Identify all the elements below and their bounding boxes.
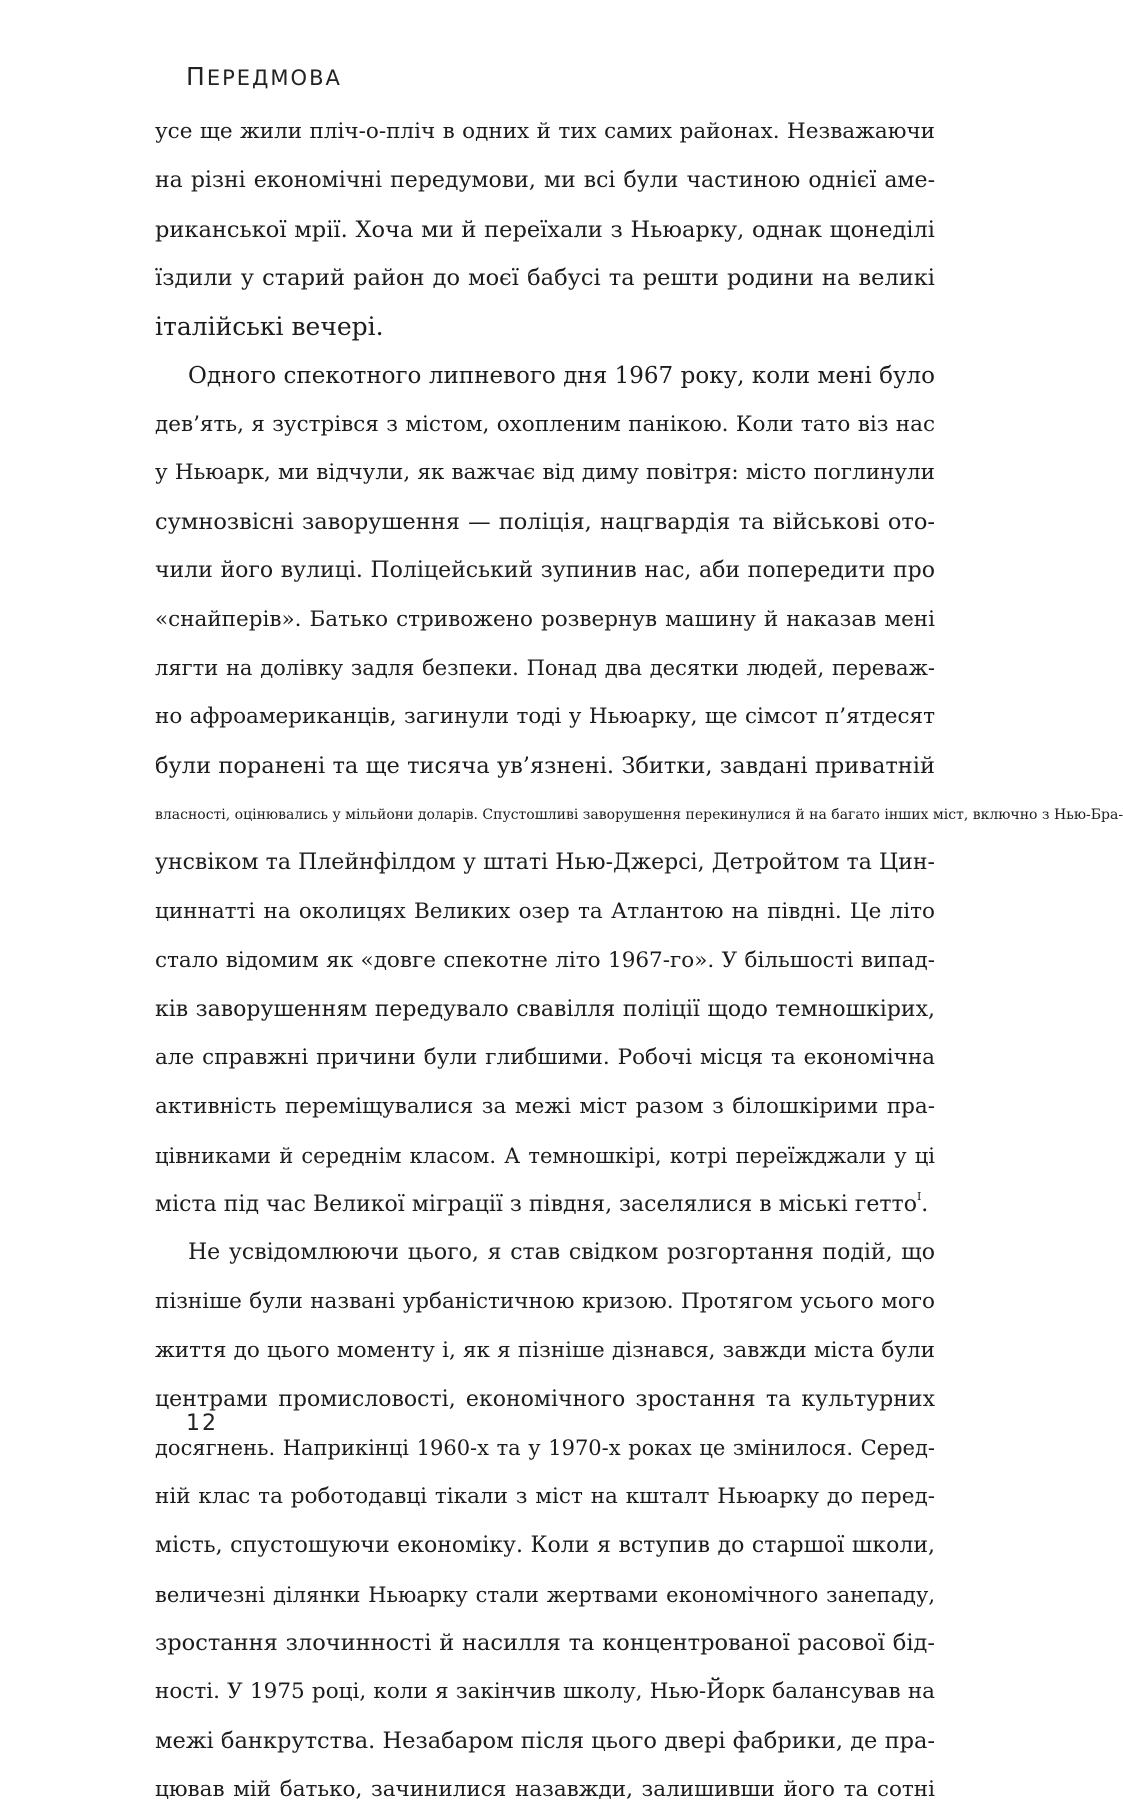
text-line: власності, оцінювались у мільйони доларів. Спустошливі заворушення перекинулися й на багато інших міст, включно з Нью-Бра- <box>155 791 935 840</box>
text-line: величезні ділянки Ньюарку стали жертвами економічного занепаду, <box>155 1571 935 1620</box>
body-text <box>155 108 935 1814</box>
text-line: ності. У 1975 році, коли я закінчив школу, Нью-Йорк балансував на <box>155 1668 935 1717</box>
text-line: ній клас та роботодавці тікали з міст на кшталт Ньюарку до перед- <box>155 1473 935 1522</box>
text-line: усе ще жили пліч-о-пліч в одних й тих самих районах. Незважаючи <box>155 108 935 157</box>
text-line: Одного спекотного липневого дня 1967 року, коли мені було <box>155 352 935 401</box>
text-line: лягти на долівку задля безпеки. Понад два десятки людей, переваж- <box>155 644 935 693</box>
running-header <box>186 62 342 91</box>
text-line: стало відомим як «довге спекотне літо 1967-го». У більшості випад- <box>155 937 935 986</box>
running-header-initial: П <box>186 62 207 91</box>
text-line: но афроамериканців, загинули тоді у Ньюарку, ще сімсот п’ятдесят <box>155 693 935 742</box>
text-line: італійські вечері. <box>155 303 935 352</box>
text-line: міста під час Великої міграції з півдня, заселялися в міські гетто <box>155 1192 917 1217</box>
text-line: зростання злочинності й насилля та концентрованої расової бід- <box>155 1619 935 1668</box>
text-line: мість, спустошуючи економіку. Коли я вступив до старшої школи, <box>155 1522 935 1571</box>
text-line: але справжні причини були глибшими. Робочі місця та економічна <box>155 1034 935 1083</box>
text-line: активність переміщувалися за межі міст разом з білошкірими пра- <box>155 1083 935 1132</box>
text-line: межі банкрутства. Незабаром після цього двері фабрики, де пра- <box>155 1717 935 1766</box>
text-line: у Ньюарк, ми відчули, як важчає від диму повітря: місто поглинули <box>155 449 935 498</box>
text-line: на різні економічні передумови, ми всі були частиною однієї аме- <box>155 157 935 206</box>
text-line: Не усвідомлюючи цього, я став свідком розгортання подій, що <box>155 1229 935 1278</box>
text-line: «снайперів». Батько стривожено розвернув машину й наказав мені <box>155 596 935 645</box>
text-line: ків заворушенням передувало свавілля поліції щодо темношкірих, <box>155 986 935 1035</box>
text-line: були поранені та ще тисяча ув’язнені. Збитки, завдані приватній <box>155 742 935 791</box>
text-line: дев’ять, я зустрівся з містом, охопленим панікою. Коли тато віз нас <box>155 401 935 450</box>
text-line: досягнень. Наприкінці 1960-х та у 1970-х роках це змінилося. Серед- <box>155 1424 935 1473</box>
text-line: життя до цього моменту і, як я пізніше дізнався, завжди міста були <box>155 1327 935 1376</box>
text-line: сумнозвісні заворушення — поліція, нацгвардія та військові ото- <box>155 498 935 547</box>
text-line-with-footnote <box>155 1181 935 1230</box>
text-line: пізніше були названі урбаністичною кризою. Протягом усього мого <box>155 1278 935 1327</box>
running-header-rest: ЕРЕДМОВА <box>207 66 342 90</box>
text-line: центрами промисловості, економічного зростання та культурних <box>155 1376 935 1425</box>
text-line: циннатті на околицях Великих озер та Атлантою на півдні. Це літо <box>155 888 935 937</box>
page-number: 12 <box>186 1411 218 1436</box>
text-line: цівниками й середнім класом. А темношкірі, котрі переїжджали у ці <box>155 1132 935 1181</box>
text-line: риканської мрії. Хоча ми й переїхали з Ньюарку, однак щонеділі <box>155 206 935 255</box>
text-line: цював мій батько, зачинилися назавжди, залишивши його та сотні <box>155 1766 935 1814</box>
text-line: чили його вулиці. Поліцейський зупинив нас, аби попередити про <box>155 547 935 596</box>
sentence-period: . <box>921 1192 928 1217</box>
text-line: їздили у старий район до моєї бабусі та решти родини на великі <box>155 254 935 303</box>
text-line: унсвіком та Плейнфілдом у штаті Нью-Джерсі, Детройтом та Цин- <box>155 839 935 888</box>
footnote-marker: I <box>917 1190 921 1203</box>
